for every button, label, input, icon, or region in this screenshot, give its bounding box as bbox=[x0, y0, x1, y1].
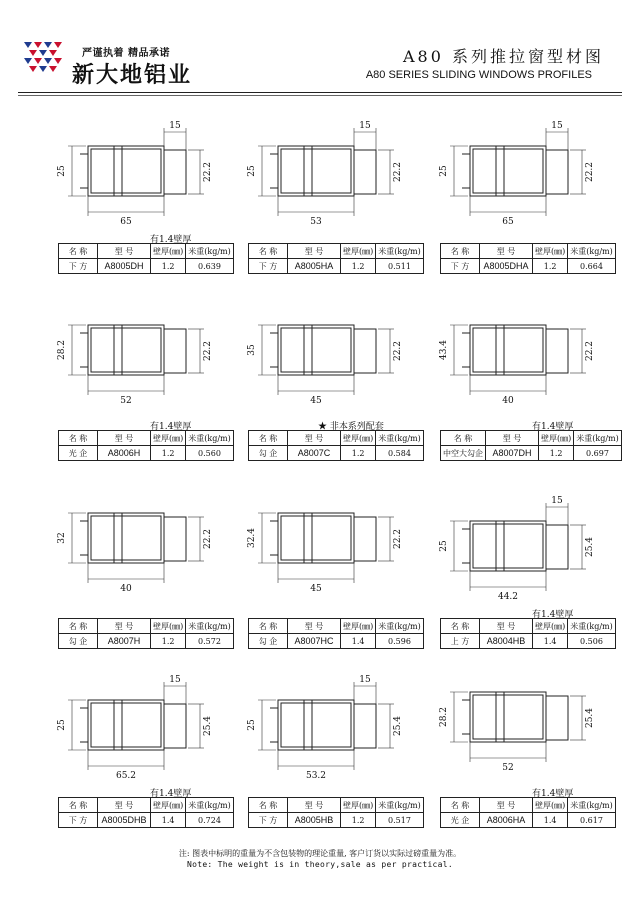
table-cell: A8005DHA bbox=[480, 259, 533, 274]
table-header-cell: 壁厚(㎜) bbox=[341, 619, 376, 634]
table-header-cell: 壁厚(㎜) bbox=[151, 244, 186, 259]
dim-top: 15 bbox=[359, 121, 371, 131]
profile-note: 有1.4壁厚 bbox=[532, 610, 574, 620]
table-cell: 0.639 bbox=[186, 259, 234, 274]
table-cell: 1.2 bbox=[151, 446, 186, 461]
dim-height: 25 bbox=[247, 165, 257, 177]
table-header-cell: 壁厚(㎜) bbox=[341, 798, 376, 813]
table-row bbox=[249, 634, 424, 649]
table-cell: 0.572 bbox=[186, 634, 234, 649]
table-cell: 光 企 bbox=[59, 446, 98, 461]
table-cell: A8005HA bbox=[288, 259, 341, 274]
profile-cell bbox=[50, 305, 240, 501]
table-header-cell: 型 号 bbox=[288, 431, 341, 446]
table-header-cell: 型 号 bbox=[98, 431, 151, 446]
profile-cell bbox=[50, 672, 240, 868]
table-header-cell: 米重(kg/m) bbox=[186, 431, 234, 446]
dim-top: 15 bbox=[551, 121, 563, 131]
dim-top: 15 bbox=[169, 121, 181, 131]
dim-height: 25 bbox=[439, 165, 449, 177]
table-cell: 下 方 bbox=[59, 813, 98, 828]
table-cell: 0.511 bbox=[376, 259, 424, 274]
profile-cell bbox=[240, 493, 430, 689]
table-cell: 勾 企 bbox=[249, 446, 288, 461]
table-cell: A8006H bbox=[98, 446, 151, 461]
dim-width: 45 bbox=[310, 396, 322, 406]
profile-cell bbox=[432, 118, 622, 314]
dim-width: 65 bbox=[120, 217, 132, 227]
dim-width: 40 bbox=[120, 584, 132, 594]
profile-cell bbox=[50, 493, 240, 689]
dim-width: 45 bbox=[310, 584, 322, 594]
table-cell: A8007H bbox=[98, 634, 151, 649]
table-header-cell: 名 称 bbox=[441, 798, 480, 813]
table-cell: 1.4 bbox=[151, 813, 186, 828]
table-header-cell: 米重(kg/m) bbox=[568, 798, 616, 813]
table-cell: A8004HB bbox=[480, 634, 533, 649]
table-cell: A8005DHB bbox=[98, 813, 151, 828]
table-header-cell: 米重(kg/m) bbox=[376, 244, 424, 259]
spec-table bbox=[248, 797, 424, 828]
dim-width: 65 bbox=[502, 217, 514, 227]
table-cell: A8007HC bbox=[288, 634, 341, 649]
spec-table bbox=[248, 618, 424, 649]
table-header-cell: 名 称 bbox=[249, 244, 288, 259]
dim-height: 25 bbox=[57, 719, 67, 731]
table-header-cell: 米重(kg/m) bbox=[574, 431, 622, 446]
dim-height: 32.4 bbox=[247, 527, 257, 549]
dim-inner-height: 22.2 bbox=[203, 528, 213, 550]
profile-cell bbox=[432, 493, 622, 689]
table-cell: 下 方 bbox=[249, 813, 288, 828]
profile-note: ★ 非本系列配套 bbox=[318, 422, 384, 432]
spec-table bbox=[58, 797, 234, 828]
table-row bbox=[441, 446, 622, 461]
spec-table bbox=[440, 618, 616, 649]
table-header-cell: 壁厚(㎜) bbox=[533, 244, 568, 259]
table-header-cell: 名 称 bbox=[441, 431, 486, 446]
dim-height: 35 bbox=[247, 344, 257, 356]
table-cell: 1.2 bbox=[533, 259, 568, 274]
table-cell: A8006HA bbox=[480, 813, 533, 828]
table-header-cell: 米重(kg/m) bbox=[186, 619, 234, 634]
table-header-cell: 米重(kg/m) bbox=[376, 798, 424, 813]
table-cell: 下 方 bbox=[441, 259, 480, 274]
profile-note: 有1.4壁厚 bbox=[532, 789, 574, 799]
table-cell: 1.2 bbox=[151, 259, 186, 274]
table-cell: 0.506 bbox=[568, 634, 616, 649]
profile-cell bbox=[50, 118, 240, 314]
dim-inner-height: 22.2 bbox=[393, 528, 403, 550]
table-header-cell: 型 号 bbox=[288, 244, 341, 259]
table-row bbox=[249, 446, 424, 461]
table-cell: 0.664 bbox=[568, 259, 616, 274]
footer-note-cn: 注: 图表中标明的重量为不含包装物的理论重量, 客户订货以实际过磅重量为准。 bbox=[178, 849, 462, 858]
dim-inner-height: 25.4 bbox=[393, 715, 403, 737]
table-cell: A8007DH bbox=[486, 446, 539, 461]
dim-width: 53 bbox=[310, 217, 322, 227]
table-cell: 0.697 bbox=[574, 446, 622, 461]
dim-width: 44.2 bbox=[497, 592, 519, 602]
table-cell: 0.560 bbox=[186, 446, 234, 461]
table-cell: 1.2 bbox=[539, 446, 574, 461]
table-cell: 上 方 bbox=[441, 634, 480, 649]
table-row bbox=[441, 813, 616, 828]
spec-table bbox=[248, 243, 424, 274]
table-cell: 1.2 bbox=[341, 446, 376, 461]
table-header-cell: 型 号 bbox=[288, 798, 341, 813]
spec-table bbox=[58, 430, 234, 461]
spec-table bbox=[440, 243, 616, 274]
table-header-cell: 型 号 bbox=[98, 619, 151, 634]
table-row bbox=[59, 259, 234, 274]
slogan: 严谨执着 精品承诺 bbox=[82, 48, 170, 59]
table-cell: 0.596 bbox=[376, 634, 424, 649]
table-cell: 下 方 bbox=[59, 259, 98, 274]
table-cell: 1.4 bbox=[341, 634, 376, 649]
page-title-cn: A80 系列推拉窗型材图 bbox=[402, 47, 604, 66]
spec-table bbox=[58, 618, 234, 649]
table-header-cell: 名 称 bbox=[59, 431, 98, 446]
table-row bbox=[441, 634, 616, 649]
table-header-cell: 名 称 bbox=[249, 619, 288, 634]
table-cell: 下 方 bbox=[249, 259, 288, 274]
dim-height: 32 bbox=[57, 532, 67, 544]
table-header-cell: 米重(kg/m) bbox=[568, 619, 616, 634]
table-row bbox=[59, 446, 234, 461]
table-header-cell: 壁厚(㎜) bbox=[341, 431, 376, 446]
table-header-cell: 名 称 bbox=[441, 619, 480, 634]
table-row bbox=[59, 634, 234, 649]
table-header-cell: 名 称 bbox=[59, 619, 98, 634]
profile-cell bbox=[432, 305, 622, 501]
table-cell: 0.617 bbox=[568, 813, 616, 828]
dim-height: 28.2 bbox=[57, 339, 67, 361]
dim-inner-height: 25.4 bbox=[585, 707, 595, 729]
table-header-cell: 名 称 bbox=[59, 244, 98, 259]
header-divider-thin bbox=[18, 95, 622, 96]
spec-table bbox=[440, 797, 616, 828]
table-header-cell: 米重(kg/m) bbox=[186, 244, 234, 259]
dim-height: 28.2 bbox=[439, 706, 449, 728]
table-header-cell: 名 称 bbox=[249, 798, 288, 813]
table-cell: 1.4 bbox=[533, 634, 568, 649]
table-row bbox=[441, 259, 616, 274]
profile-note: 有1.4壁厚 bbox=[150, 235, 192, 245]
table-cell: A8005DH bbox=[98, 259, 151, 274]
table-header-cell: 壁厚(㎜) bbox=[341, 244, 376, 259]
dim-width: 52 bbox=[502, 763, 514, 773]
dim-width: 40 bbox=[502, 396, 514, 406]
table-row bbox=[59, 813, 234, 828]
dim-inner-height: 22.2 bbox=[203, 161, 213, 183]
page-title-en: A80 SERIES SLIDING WINDOWS PROFILES bbox=[365, 69, 592, 81]
table-header-cell: 型 号 bbox=[98, 798, 151, 813]
table-cell: 1.2 bbox=[341, 259, 376, 274]
dim-height: 25 bbox=[247, 719, 257, 731]
table-cell: A8005HB bbox=[288, 813, 341, 828]
table-cell: 1.2 bbox=[341, 813, 376, 828]
table-header-cell: 壁厚(㎜) bbox=[533, 619, 568, 634]
table-cell: 光 企 bbox=[441, 813, 480, 828]
company-name: 新大地铝业 bbox=[72, 62, 193, 88]
dim-inner-height: 25.4 bbox=[585, 536, 595, 558]
table-row bbox=[249, 259, 424, 274]
dim-width: 52 bbox=[120, 396, 132, 406]
table-header-cell: 米重(kg/m) bbox=[568, 244, 616, 259]
dim-height: 25 bbox=[439, 540, 449, 552]
table-cell: 1.4 bbox=[533, 813, 568, 828]
table-header-cell: 型 号 bbox=[288, 619, 341, 634]
table-cell: 0.584 bbox=[376, 446, 424, 461]
table-cell: 勾 企 bbox=[249, 634, 288, 649]
table-header-cell: 壁厚(㎜) bbox=[539, 431, 574, 446]
header-divider bbox=[18, 92, 622, 93]
dim-width: 65.2 bbox=[115, 771, 137, 781]
profile-note: 有1.4壁厚 bbox=[532, 422, 574, 432]
spec-table bbox=[440, 430, 622, 461]
table-cell: A8007C bbox=[288, 446, 341, 461]
footer-note-en: Note: The weight is in theory,sale as per practical. bbox=[186, 860, 454, 869]
profile-note: 有1.4壁厚 bbox=[150, 422, 192, 432]
dim-inner-height: 22.2 bbox=[585, 340, 595, 362]
table-header-cell: 名 称 bbox=[59, 798, 98, 813]
table-header-cell: 壁厚(㎜) bbox=[151, 619, 186, 634]
spec-table bbox=[248, 430, 424, 461]
table-cell: 中空大勾企 bbox=[441, 446, 486, 461]
table-cell: 勾 企 bbox=[59, 634, 98, 649]
table-cell: 0.517 bbox=[376, 813, 424, 828]
table-header-cell: 名 称 bbox=[249, 431, 288, 446]
dim-top: 15 bbox=[551, 496, 563, 506]
table-header-cell: 米重(kg/m) bbox=[376, 431, 424, 446]
table-header-cell: 型 号 bbox=[486, 431, 539, 446]
profile-note: 有1.4壁厚 bbox=[150, 789, 192, 799]
profile-cell bbox=[240, 118, 430, 314]
table-header-cell: 型 号 bbox=[480, 798, 533, 813]
table-header-cell: 型 号 bbox=[98, 244, 151, 259]
table-header-cell: 型 号 bbox=[480, 244, 533, 259]
table-header-cell: 名 称 bbox=[441, 244, 480, 259]
table-header-cell: 米重(kg/m) bbox=[376, 619, 424, 634]
table-header-cell: 壁厚(㎜) bbox=[151, 431, 186, 446]
table-header-cell: 型 号 bbox=[480, 619, 533, 634]
table-header-cell: 壁厚(㎜) bbox=[151, 798, 186, 813]
dim-height: 25 bbox=[57, 165, 67, 177]
spec-table bbox=[58, 243, 234, 274]
dim-top: 15 bbox=[169, 675, 181, 685]
company-logo bbox=[18, 40, 66, 80]
dim-inner-height: 25.4 bbox=[203, 715, 213, 737]
dim-inner-height: 22.2 bbox=[393, 161, 403, 183]
profile-cell bbox=[240, 672, 430, 868]
dim-inner-height: 22.2 bbox=[203, 340, 213, 362]
profile-cell bbox=[240, 305, 430, 501]
table-header-cell: 壁厚(㎜) bbox=[533, 798, 568, 813]
dim-height: 43.4 bbox=[439, 339, 449, 361]
table-cell: 0.724 bbox=[186, 813, 234, 828]
table-header-cell: 米重(kg/m) bbox=[186, 798, 234, 813]
table-cell: 1.2 bbox=[151, 634, 186, 649]
table-row bbox=[249, 813, 424, 828]
dim-inner-height: 22.2 bbox=[585, 161, 595, 183]
dim-width: 53.2 bbox=[305, 771, 327, 781]
dim-top: 15 bbox=[359, 675, 371, 685]
dim-inner-height: 22.2 bbox=[393, 340, 403, 362]
profile-cell bbox=[432, 672, 622, 868]
